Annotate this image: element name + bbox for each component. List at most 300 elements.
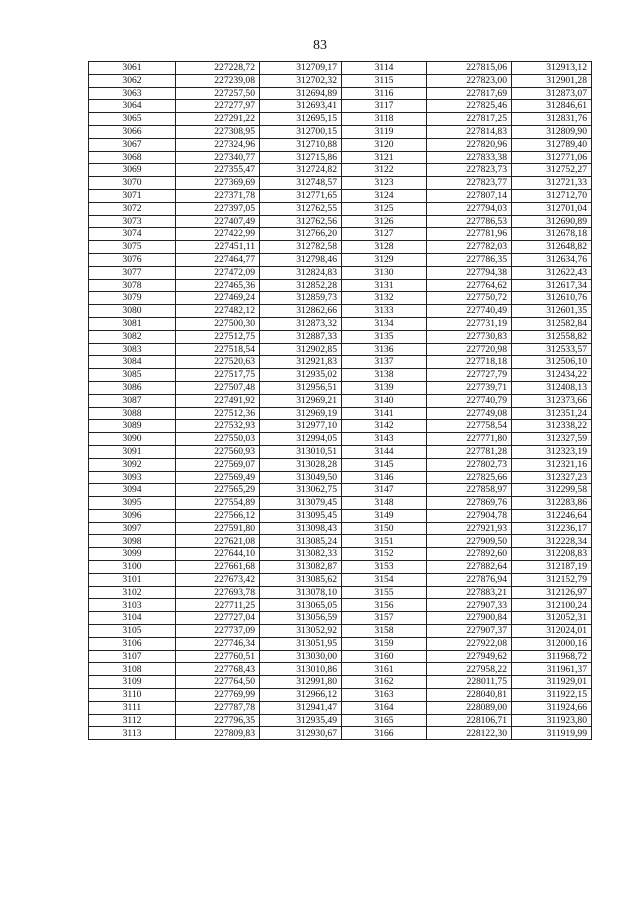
point-number-right-cell: 3116 [342,87,427,100]
table-row [89,612,592,625]
point-number-left-cell: 3062 [89,74,176,87]
y-coordinate-right-cell: 312789,40 [512,138,592,151]
x-coordinate-left-cell: 227491,92 [176,394,260,407]
point-number-left-cell: 3098 [89,535,176,548]
point-number-right-cell: 3132 [342,292,427,305]
point-number-left-cell: 3082 [89,330,176,343]
x-coordinate-right-cell: 227869,76 [427,497,512,510]
x-coordinate-right-cell: 227922,08 [427,637,512,650]
y-coordinate-right-cell: 311924,66 [512,701,592,714]
y-coordinate-left-cell: 312956,51 [260,381,342,394]
y-coordinate-right-cell: 312246,64 [512,509,592,522]
x-coordinate-left-cell: 227768,43 [176,663,260,676]
point-number-left-cell: 3102 [89,586,176,599]
y-coordinate-left-cell: 313098,43 [260,522,342,535]
table-row [89,151,592,164]
y-coordinate-right-cell: 312236,17 [512,522,592,535]
table-row [89,573,592,586]
y-coordinate-right-cell: 312228,34 [512,535,592,548]
x-coordinate-left-cell: 227512,36 [176,407,260,420]
x-coordinate-right-cell: 227749,08 [427,407,512,420]
point-number-left-cell: 3069 [89,164,176,177]
y-coordinate-right-cell: 312506,10 [512,356,592,369]
y-coordinate-right-cell: 312846,61 [512,100,592,113]
y-coordinate-right-cell: 312771,06 [512,151,592,164]
x-coordinate-right-cell: 227858,97 [427,484,512,497]
point-number-left-cell: 3079 [89,292,176,305]
y-coordinate-right-cell: 312323,19 [512,445,592,458]
x-coordinate-left-cell: 227796,35 [176,714,260,727]
y-coordinate-right-cell: 312913,12 [512,62,592,75]
point-number-left-cell: 3091 [89,445,176,458]
table-row [89,548,592,561]
y-coordinate-right-cell: 311919,99 [512,727,592,740]
x-coordinate-right-cell: 227823,73 [427,164,512,177]
x-coordinate-left-cell: 227569,07 [176,458,260,471]
x-coordinate-left-cell: 227340,77 [176,151,260,164]
x-coordinate-right-cell: 227781,28 [427,445,512,458]
x-coordinate-right-cell: 227921,93 [427,522,512,535]
point-number-right-cell: 3152 [342,548,427,561]
x-coordinate-right-cell: 227794,03 [427,202,512,215]
coordinates-table [88,61,592,740]
point-number-right-cell: 3139 [342,381,427,394]
x-coordinate-left-cell: 227569,49 [176,471,260,484]
table-row [89,676,592,689]
x-coordinate-right-cell: 227900,84 [427,612,512,625]
x-coordinate-right-cell: 227730,83 [427,330,512,343]
point-number-right-cell: 3115 [342,74,427,87]
y-coordinate-left-cell: 313049,50 [260,471,342,484]
point-number-left-cell: 3084 [89,356,176,369]
x-coordinate-left-cell: 227760,51 [176,650,260,663]
x-coordinate-right-cell: 227720,98 [427,343,512,356]
y-coordinate-right-cell: 312338,22 [512,420,592,433]
y-coordinate-left-cell: 312935,49 [260,714,342,727]
point-number-right-cell: 3142 [342,420,427,433]
point-number-left-cell: 3103 [89,599,176,612]
point-number-left-cell: 3071 [89,189,176,202]
y-coordinate-right-cell: 312701,04 [512,202,592,215]
point-number-left-cell: 3073 [89,215,176,228]
table-row [89,714,592,727]
x-coordinate-right-cell: 227782,03 [427,241,512,254]
y-coordinate-right-cell: 312558,82 [512,330,592,343]
x-coordinate-right-cell: 227883,21 [427,586,512,599]
point-number-right-cell: 3138 [342,369,427,382]
x-coordinate-right-cell: 228011,75 [427,676,512,689]
point-number-left-cell: 3063 [89,87,176,100]
y-coordinate-left-cell: 313028,28 [260,458,342,471]
y-coordinate-right-cell: 312373,66 [512,394,592,407]
x-coordinate-right-cell: 227794,38 [427,266,512,279]
y-coordinate-left-cell: 312824,83 [260,266,342,279]
table-row [89,125,592,138]
x-coordinate-left-cell: 227451,11 [176,241,260,254]
y-coordinate-right-cell: 312152,79 [512,573,592,586]
y-coordinate-left-cell: 313010,86 [260,663,342,676]
point-number-left-cell: 3067 [89,138,176,151]
y-coordinate-left-cell: 313085,24 [260,535,342,548]
table-row [89,535,592,548]
x-coordinate-left-cell: 227277,97 [176,100,260,113]
x-coordinate-left-cell: 227355,47 [176,164,260,177]
table-row [89,87,592,100]
table-row [89,509,592,522]
y-coordinate-right-cell: 312533,57 [512,343,592,356]
x-coordinate-left-cell: 227465,36 [176,279,260,292]
x-coordinate-left-cell: 227769,99 [176,689,260,702]
point-number-left-cell: 3077 [89,266,176,279]
x-coordinate-left-cell: 227673,42 [176,573,260,586]
x-coordinate-right-cell: 227731,19 [427,317,512,330]
y-coordinate-right-cell: 312752,27 [512,164,592,177]
table-row [89,561,592,574]
y-coordinate-right-cell: 312052,31 [512,612,592,625]
x-coordinate-right-cell: 227739,71 [427,381,512,394]
point-number-right-cell: 3129 [342,253,427,266]
x-coordinate-left-cell: 227308,95 [176,125,260,138]
y-coordinate-right-cell: 311961,37 [512,663,592,676]
point-number-right-cell: 3145 [342,458,427,471]
point-number-right-cell: 3161 [342,663,427,676]
y-coordinate-right-cell: 312351,24 [512,407,592,420]
x-coordinate-left-cell: 227228,72 [176,62,260,75]
y-coordinate-right-cell: 312712,70 [512,189,592,202]
y-coordinate-right-cell: 312690,89 [512,215,592,228]
x-coordinate-left-cell: 227397,05 [176,202,260,215]
table-row [89,177,592,190]
x-coordinate-left-cell: 227550,03 [176,433,260,446]
x-coordinate-right-cell: 227907,33 [427,599,512,612]
y-coordinate-left-cell: 313010,51 [260,445,342,458]
x-coordinate-right-cell: 228040,81 [427,689,512,702]
x-coordinate-left-cell: 227711,25 [176,599,260,612]
y-coordinate-right-cell: 312809,90 [512,125,592,138]
table-row [89,305,592,318]
point-number-right-cell: 3148 [342,497,427,510]
x-coordinate-left-cell: 227371,78 [176,189,260,202]
point-number-left-cell: 3110 [89,689,176,702]
x-coordinate-right-cell: 228106,71 [427,714,512,727]
point-number-right-cell: 3154 [342,573,427,586]
table-row [89,637,592,650]
point-number-right-cell: 3143 [342,433,427,446]
y-coordinate-left-cell: 312966,12 [260,689,342,702]
y-coordinate-left-cell: 312994,05 [260,433,342,446]
y-coordinate-left-cell: 312902,85 [260,343,342,356]
point-number-left-cell: 3100 [89,561,176,574]
y-coordinate-right-cell: 312321,16 [512,458,592,471]
y-coordinate-right-cell: 312187,19 [512,561,592,574]
point-number-right-cell: 3156 [342,599,427,612]
y-coordinate-left-cell: 313051,95 [260,637,342,650]
y-coordinate-left-cell: 312873,32 [260,317,342,330]
table-row [89,689,592,702]
point-number-left-cell: 3096 [89,509,176,522]
y-coordinate-left-cell: 312969,21 [260,394,342,407]
y-coordinate-right-cell: 312327,59 [512,433,592,446]
y-coordinate-left-cell: 312921,83 [260,356,342,369]
table-row [89,113,592,126]
y-coordinate-left-cell: 313095,45 [260,509,342,522]
point-number-left-cell: 3092 [89,458,176,471]
x-coordinate-left-cell: 227520,63 [176,356,260,369]
x-coordinate-left-cell: 227291,22 [176,113,260,126]
point-number-right-cell: 3149 [342,509,427,522]
y-coordinate-left-cell: 312969,19 [260,407,342,420]
x-coordinate-right-cell: 227718,18 [427,356,512,369]
y-coordinate-right-cell: 311929,01 [512,676,592,689]
point-number-left-cell: 3080 [89,305,176,318]
point-number-right-cell: 3125 [342,202,427,215]
y-coordinate-right-cell: 312100,24 [512,599,592,612]
point-number-right-cell: 3135 [342,330,427,343]
y-coordinate-left-cell: 312724,82 [260,164,342,177]
point-number-left-cell: 3085 [89,369,176,382]
table-row [89,241,592,254]
y-coordinate-left-cell: 312709,17 [260,62,342,75]
point-number-left-cell: 3083 [89,343,176,356]
point-number-right-cell: 3160 [342,650,427,663]
point-number-left-cell: 3101 [89,573,176,586]
x-coordinate-right-cell: 227817,69 [427,87,512,100]
point-number-left-cell: 3105 [89,625,176,638]
point-number-left-cell: 3093 [89,471,176,484]
x-coordinate-right-cell: 227814,83 [427,125,512,138]
y-coordinate-left-cell: 313082,87 [260,561,342,574]
y-coordinate-right-cell: 312283,86 [512,497,592,510]
x-coordinate-left-cell: 227239,08 [176,74,260,87]
point-number-right-cell: 3136 [342,343,427,356]
y-coordinate-left-cell: 312766,20 [260,228,342,241]
point-number-right-cell: 3123 [342,177,427,190]
point-number-right-cell: 3155 [342,586,427,599]
table-row [89,317,592,330]
point-number-right-cell: 3126 [342,215,427,228]
x-coordinate-right-cell: 227750,72 [427,292,512,305]
y-coordinate-right-cell: 312622,43 [512,266,592,279]
coordinates-table-body [89,62,592,740]
x-coordinate-right-cell: 227825,46 [427,100,512,113]
point-number-right-cell: 3120 [342,138,427,151]
point-number-right-cell: 3153 [342,561,427,574]
point-number-left-cell: 3109 [89,676,176,689]
point-number-right-cell: 3147 [342,484,427,497]
table-row [89,266,592,279]
point-number-right-cell: 3158 [342,625,427,638]
y-coordinate-right-cell: 311968,72 [512,650,592,663]
x-coordinate-left-cell: 227507,48 [176,381,260,394]
y-coordinate-left-cell: 312771,65 [260,189,342,202]
table-row [89,625,592,638]
point-number-left-cell: 3104 [89,612,176,625]
point-number-left-cell: 3086 [89,381,176,394]
y-coordinate-left-cell: 312748,57 [260,177,342,190]
y-coordinate-right-cell: 312601,35 [512,305,592,318]
table-row [89,471,592,484]
point-number-right-cell: 3114 [342,62,427,75]
y-coordinate-right-cell: 312408,13 [512,381,592,394]
y-coordinate-left-cell: 313056,59 [260,612,342,625]
point-number-left-cell: 3111 [89,701,176,714]
table-row [89,330,592,343]
point-number-left-cell: 3090 [89,433,176,446]
x-coordinate-left-cell: 227518,54 [176,343,260,356]
point-number-left-cell: 3097 [89,522,176,535]
y-coordinate-right-cell: 312901,28 [512,74,592,87]
y-coordinate-right-cell: 312610,76 [512,292,592,305]
x-coordinate-left-cell: 227482,12 [176,305,260,318]
x-coordinate-left-cell: 227554,89 [176,497,260,510]
table-row [89,727,592,740]
point-number-left-cell: 3087 [89,394,176,407]
point-number-right-cell: 3121 [342,151,427,164]
table-row [89,599,592,612]
point-number-right-cell: 3119 [342,125,427,138]
point-number-left-cell: 3064 [89,100,176,113]
y-coordinate-left-cell: 312702,32 [260,74,342,87]
table-row [89,292,592,305]
x-coordinate-right-cell: 227820,96 [427,138,512,151]
table-row [89,369,592,382]
y-coordinate-left-cell: 312762,55 [260,202,342,215]
table-row [89,650,592,663]
point-number-left-cell: 3075 [89,241,176,254]
x-coordinate-left-cell: 227661,68 [176,561,260,574]
x-coordinate-right-cell: 227758,54 [427,420,512,433]
x-coordinate-left-cell: 227621,08 [176,535,260,548]
x-coordinate-left-cell: 227809,83 [176,727,260,740]
point-number-left-cell: 3099 [89,548,176,561]
table-row [89,484,592,497]
table-row [89,62,592,75]
y-coordinate-right-cell: 312327,23 [512,471,592,484]
table-row [89,356,592,369]
x-coordinate-left-cell: 227565,29 [176,484,260,497]
point-number-left-cell: 3072 [89,202,176,215]
table-row [89,394,592,407]
table-row [89,381,592,394]
page-number: 83 [313,38,327,53]
x-coordinate-left-cell: 227257,50 [176,87,260,100]
y-coordinate-left-cell: 313082,33 [260,548,342,561]
point-number-right-cell: 3141 [342,407,427,420]
table-row [89,458,592,471]
y-coordinate-left-cell: 312859,73 [260,292,342,305]
x-coordinate-left-cell: 227500,30 [176,317,260,330]
table-row [89,202,592,215]
x-coordinate-left-cell: 227324,96 [176,138,260,151]
point-number-left-cell: 3112 [89,714,176,727]
point-number-left-cell: 3061 [89,62,176,75]
point-number-left-cell: 3106 [89,637,176,650]
table-row [89,586,592,599]
y-coordinate-left-cell: 312852,28 [260,279,342,292]
point-number-right-cell: 3137 [342,356,427,369]
point-number-left-cell: 3066 [89,125,176,138]
x-coordinate-right-cell: 227764,62 [427,279,512,292]
point-number-right-cell: 3128 [342,241,427,254]
x-coordinate-left-cell: 227787,78 [176,701,260,714]
x-coordinate-right-cell: 227833,38 [427,151,512,164]
y-coordinate-left-cell: 312935,02 [260,369,342,382]
point-number-right-cell: 3157 [342,612,427,625]
x-coordinate-right-cell: 227817,25 [427,113,512,126]
y-coordinate-right-cell: 312126,97 [512,586,592,599]
y-coordinate-right-cell: 312678,18 [512,228,592,241]
y-coordinate-right-cell: 312831,76 [512,113,592,126]
x-coordinate-left-cell: 227464,77 [176,253,260,266]
point-number-left-cell: 3070 [89,177,176,190]
point-number-right-cell: 3133 [342,305,427,318]
y-coordinate-left-cell: 313078,10 [260,586,342,599]
x-coordinate-right-cell: 227807,14 [427,189,512,202]
y-coordinate-right-cell: 312634,76 [512,253,592,266]
y-coordinate-right-cell: 312648,82 [512,241,592,254]
y-coordinate-left-cell: 312991,80 [260,676,342,689]
point-number-left-cell: 3065 [89,113,176,126]
x-coordinate-left-cell: 227369,69 [176,177,260,190]
x-coordinate-left-cell: 227764,50 [176,676,260,689]
x-coordinate-right-cell: 227909,50 [427,535,512,548]
table-row [89,215,592,228]
y-coordinate-left-cell: 313079,45 [260,497,342,510]
x-coordinate-right-cell: 227781,96 [427,228,512,241]
table-row [89,433,592,446]
point-number-left-cell: 3078 [89,279,176,292]
x-coordinate-right-cell: 227907,37 [427,625,512,638]
point-number-right-cell: 3140 [342,394,427,407]
x-coordinate-right-cell: 227815,06 [427,62,512,75]
point-number-left-cell: 3088 [89,407,176,420]
point-number-left-cell: 3108 [89,663,176,676]
y-coordinate-right-cell: 312208,83 [512,548,592,561]
x-coordinate-right-cell: 227882,64 [427,561,512,574]
y-coordinate-right-cell: 311922,15 [512,689,592,702]
y-coordinate-right-cell: 312000,16 [512,637,592,650]
point-number-left-cell: 3089 [89,420,176,433]
table-row [89,663,592,676]
point-number-right-cell: 3134 [342,317,427,330]
y-coordinate-right-cell: 312024,01 [512,625,592,638]
y-coordinate-left-cell: 312930,67 [260,727,342,740]
y-coordinate-left-cell: 312710,88 [260,138,342,151]
point-number-left-cell: 3095 [89,497,176,510]
y-coordinate-right-cell: 312299,58 [512,484,592,497]
x-coordinate-right-cell: 228089,00 [427,701,512,714]
table-row [89,74,592,87]
x-coordinate-right-cell: 227892,60 [427,548,512,561]
y-coordinate-left-cell: 312715,86 [260,151,342,164]
y-coordinate-left-cell: 313065,05 [260,599,342,612]
table-row [89,189,592,202]
point-number-right-cell: 3127 [342,228,427,241]
point-number-right-cell: 3159 [342,637,427,650]
x-coordinate-left-cell: 227472,09 [176,266,260,279]
y-coordinate-right-cell: 312582,84 [512,317,592,330]
x-coordinate-left-cell: 227591,80 [176,522,260,535]
x-coordinate-left-cell: 227737,09 [176,625,260,638]
x-coordinate-left-cell: 227746,34 [176,637,260,650]
point-number-right-cell: 3124 [342,189,427,202]
point-number-right-cell: 3151 [342,535,427,548]
point-number-left-cell: 3094 [89,484,176,497]
point-number-right-cell: 3118 [342,113,427,126]
x-coordinate-right-cell: 227802,73 [427,458,512,471]
x-coordinate-right-cell: 227740,49 [427,305,512,318]
x-coordinate-left-cell: 227727,04 [176,612,260,625]
